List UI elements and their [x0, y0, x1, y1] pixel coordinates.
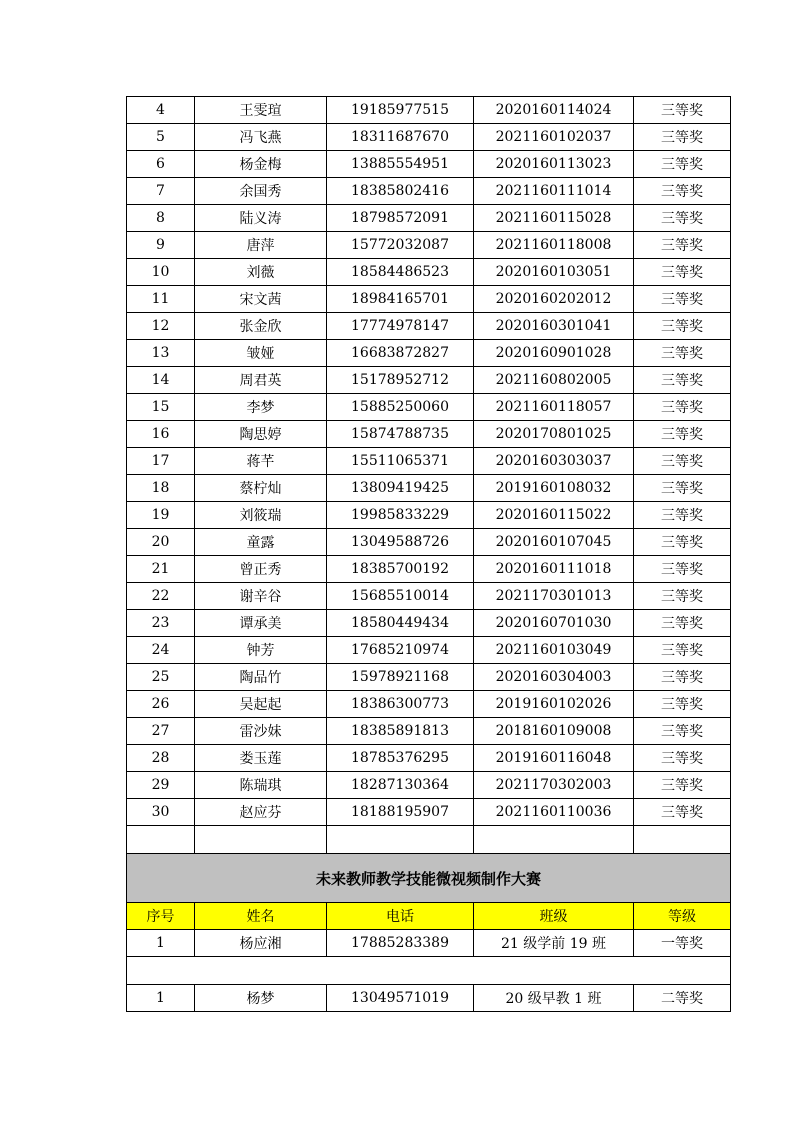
gap-row — [127, 957, 731, 985]
cell-no: 9 — [127, 232, 195, 259]
table-row — [127, 448, 731, 475]
cell-student-id: 2021160110036 — [474, 799, 634, 826]
cell-class: 20 级早教 1 班 — [474, 985, 634, 1012]
table-row — [127, 286, 731, 313]
cell-no: 26 — [127, 691, 195, 718]
header-name: 姓名 — [195, 903, 327, 930]
cell-name: 曾正秀 — [195, 556, 327, 583]
cell-phone: 15772032087 — [327, 232, 474, 259]
table-row — [127, 367, 731, 394]
cell-student-id: 2020160103051 — [474, 259, 634, 286]
cell-student-id: 2020160202012 — [474, 286, 634, 313]
table-row — [127, 475, 731, 502]
cell-award: 三等奖 — [634, 151, 731, 178]
cell-name: 陶品竹 — [195, 664, 327, 691]
cell-no: 6 — [127, 151, 195, 178]
cell-award: 三等奖 — [634, 745, 731, 772]
section-title: 未来教师教学技能微视频制作大赛 — [127, 854, 731, 903]
cell-award: 三等奖 — [634, 583, 731, 610]
cell-phone: 15511065371 — [327, 448, 474, 475]
cell-name: 周君英 — [195, 367, 327, 394]
cell-student-id: 2021160115028 — [474, 205, 634, 232]
cell-name: 杨金梅 — [195, 151, 327, 178]
cell-no: 16 — [127, 421, 195, 448]
cell-student-id: 2021160103049 — [474, 637, 634, 664]
cell-award: 三等奖 — [634, 610, 731, 637]
cell-no: 22 — [127, 583, 195, 610]
cell-no: 18 — [127, 475, 195, 502]
cell-award: 三等奖 — [634, 556, 731, 583]
cell-name: 雷沙妹 — [195, 718, 327, 745]
cell-no: 19 — [127, 502, 195, 529]
blank-row — [127, 826, 731, 854]
table-row — [127, 772, 731, 799]
cell-award: 三等奖 — [634, 799, 731, 826]
cell-student-id: 2021160802005 — [474, 367, 634, 394]
cell-name: 杨梦 — [195, 985, 327, 1012]
cell-no: 4 — [127, 97, 195, 124]
table-row — [127, 394, 731, 421]
cell-award: 三等奖 — [634, 178, 731, 205]
cell-no: 24 — [127, 637, 195, 664]
section-header-row — [127, 903, 731, 930]
cell-no: 25 — [127, 664, 195, 691]
cell-phone: 13885554951 — [327, 151, 474, 178]
cell-no: 11 — [127, 286, 195, 313]
winners-list — [127, 97, 731, 826]
cell-name: 李梦 — [195, 394, 327, 421]
cell-name: 冯飞燕 — [195, 124, 327, 151]
cell-award: 三等奖 — [634, 691, 731, 718]
cell-student-id: 2020160115022 — [474, 502, 634, 529]
table-row — [127, 799, 731, 826]
cell-no: 13 — [127, 340, 195, 367]
cell-student-id: 2021160118008 — [474, 232, 634, 259]
cell-name: 刘筱瑞 — [195, 502, 327, 529]
cell-award: 二等奖 — [634, 985, 731, 1012]
cell-no: 5 — [127, 124, 195, 151]
cell-name: 蔡柠灿 — [195, 475, 327, 502]
cell-no: 20 — [127, 529, 195, 556]
cell-phone: 18984165701 — [327, 286, 474, 313]
cell-no: 12 — [127, 313, 195, 340]
cell-name: 吴起起 — [195, 691, 327, 718]
cell-phone: 15978921168 — [327, 664, 474, 691]
table-row — [127, 124, 731, 151]
table-row — [127, 664, 731, 691]
cell-award: 三等奖 — [634, 502, 731, 529]
table-row — [127, 691, 731, 718]
table-row — [127, 259, 731, 286]
cell-award: 三等奖 — [634, 475, 731, 502]
cell-phone: 17685210974 — [327, 637, 474, 664]
cell-name: 刘薇 — [195, 259, 327, 286]
cell-student-id: 2021160102037 — [474, 124, 634, 151]
table-row — [127, 178, 731, 205]
cell-name: 唐萍 — [195, 232, 327, 259]
cell-phone: 15885250060 — [327, 394, 474, 421]
cell-phone: 15874788735 — [327, 421, 474, 448]
cell-student-id: 2020160111018 — [474, 556, 634, 583]
cell-phone: 18311687670 — [327, 124, 474, 151]
cell-name: 赵应芬 — [195, 799, 327, 826]
table-row — [127, 556, 731, 583]
cell-student-id: 2018160109008 — [474, 718, 634, 745]
cell-award: 三等奖 — [634, 259, 731, 286]
cell-phone: 18385802416 — [327, 178, 474, 205]
cell-student-id: 2020160303037 — [474, 448, 634, 475]
table-row — [127, 340, 731, 367]
cell-no: 8 — [127, 205, 195, 232]
cell-no: 23 — [127, 610, 195, 637]
cell-phone: 19185977515 — [327, 97, 474, 124]
cell-award: 三等奖 — [634, 205, 731, 232]
cell-phone: 18385891813 — [327, 718, 474, 745]
cell-student-id: 2021160111014 — [474, 178, 634, 205]
cell-award: 三等奖 — [634, 664, 731, 691]
cell-name: 余国秀 — [195, 178, 327, 205]
cell-phone: 15685510014 — [327, 583, 474, 610]
table-row — [127, 232, 731, 259]
header-class: 班级 — [474, 903, 634, 930]
table-row — [127, 583, 731, 610]
cell-phone: 16683872827 — [327, 340, 474, 367]
cell-no: 17 — [127, 448, 195, 475]
table-row — [127, 502, 731, 529]
table-row — [127, 313, 731, 340]
cell-name: 杨应湘 — [195, 930, 327, 957]
cell-student-id: 2020170801025 — [474, 421, 634, 448]
table-row — [127, 610, 731, 637]
cell-award: 三等奖 — [634, 637, 731, 664]
cell-phone: 15178952712 — [327, 367, 474, 394]
cell-no: 1 — [127, 930, 195, 957]
table-row — [127, 529, 731, 556]
second-prize-row — [127, 985, 731, 1012]
cell-phone: 18785376295 — [327, 745, 474, 772]
cell-student-id: 2020160701030 — [474, 610, 634, 637]
table-row — [127, 421, 731, 448]
cell-student-id: 2020160301041 — [474, 313, 634, 340]
cell-phone: 18798572091 — [327, 205, 474, 232]
table-row — [127, 205, 731, 232]
cell-award: 三等奖 — [634, 313, 731, 340]
cell-phone: 17885283389 — [327, 930, 474, 957]
cell-award: 三等奖 — [634, 97, 731, 124]
cell-name: 童露 — [195, 529, 327, 556]
cell-student-id: 2020160304003 — [474, 664, 634, 691]
cell-name: 蒋芊 — [195, 448, 327, 475]
cell-student-id: 2021170302003 — [474, 772, 634, 799]
cell-name: 陆义涛 — [195, 205, 327, 232]
cell-award: 三等奖 — [634, 718, 731, 745]
cell-phone: 13049588726 — [327, 529, 474, 556]
cell-phone: 18287130364 — [327, 772, 474, 799]
cell-no: 14 — [127, 367, 195, 394]
cell-student-id: 2019160108032 — [474, 475, 634, 502]
cell-award: 三等奖 — [634, 232, 731, 259]
cell-phone: 18580449434 — [327, 610, 474, 637]
table-row — [127, 637, 731, 664]
cell-class: 21 级学前 19 班 — [474, 930, 634, 957]
competition-section — [127, 826, 731, 1012]
cell-phone: 13809419425 — [327, 475, 474, 502]
cell-name: 钟芳 — [195, 637, 327, 664]
cell-name: 宋文茜 — [195, 286, 327, 313]
cell-award: 三等奖 — [634, 529, 731, 556]
cell-no: 21 — [127, 556, 195, 583]
cell-phone: 18584486523 — [327, 259, 474, 286]
cell-name: 张金欣 — [195, 313, 327, 340]
cell-award: 三等奖 — [634, 772, 731, 799]
cell-student-id: 2020160901028 — [474, 340, 634, 367]
first-prize-row — [127, 930, 731, 957]
cell-award: 三等奖 — [634, 124, 731, 151]
cell-award: 三等奖 — [634, 286, 731, 313]
cell-name: 陈瑞琪 — [195, 772, 327, 799]
cell-phone: 19985833229 — [327, 502, 474, 529]
cell-student-id: 2020160113023 — [474, 151, 634, 178]
table-row — [127, 97, 731, 124]
cell-no: 29 — [127, 772, 195, 799]
cell-award: 三等奖 — [634, 448, 731, 475]
cell-student-id: 2021160118057 — [474, 394, 634, 421]
cell-no: 27 — [127, 718, 195, 745]
header-no: 序号 — [127, 903, 195, 930]
cell-name: 王雯瑄 — [195, 97, 327, 124]
cell-award: 三等奖 — [634, 367, 731, 394]
cell-phone: 18386300773 — [327, 691, 474, 718]
cell-award: 三等奖 — [634, 394, 731, 421]
cell-phone: 13049571019 — [327, 985, 474, 1012]
cell-no: 28 — [127, 745, 195, 772]
table-row — [127, 745, 731, 772]
cell-student-id: 2021170301013 — [474, 583, 634, 610]
cell-name: 谭承美 — [195, 610, 327, 637]
cell-no: 15 — [127, 394, 195, 421]
cell-phone: 17774978147 — [327, 313, 474, 340]
cell-name: 陶思婷 — [195, 421, 327, 448]
cell-award: 三等奖 — [634, 421, 731, 448]
cell-student-id: 2020160107045 — [474, 529, 634, 556]
cell-no: 7 — [127, 178, 195, 205]
cell-no: 30 — [127, 799, 195, 826]
cell-no: 1 — [127, 985, 195, 1012]
cell-student-id: 2020160114024 — [474, 97, 634, 124]
table-row — [127, 718, 731, 745]
cell-name: 皱娅 — [195, 340, 327, 367]
section-title-row — [127, 854, 731, 903]
cell-award: 一等奖 — [634, 930, 731, 957]
cell-student-id: 2019160102026 — [474, 691, 634, 718]
cell-phone: 18385700192 — [327, 556, 474, 583]
cell-name: 娄玉莲 — [195, 745, 327, 772]
header-award: 等级 — [634, 903, 731, 930]
cell-no: 10 — [127, 259, 195, 286]
award-table — [126, 96, 731, 1012]
cell-student-id: 2019160116048 — [474, 745, 634, 772]
table-row — [127, 151, 731, 178]
cell-phone: 18188195907 — [327, 799, 474, 826]
cell-award: 三等奖 — [634, 340, 731, 367]
header-phone: 电话 — [327, 903, 474, 930]
cell-name: 谢辛谷 — [195, 583, 327, 610]
